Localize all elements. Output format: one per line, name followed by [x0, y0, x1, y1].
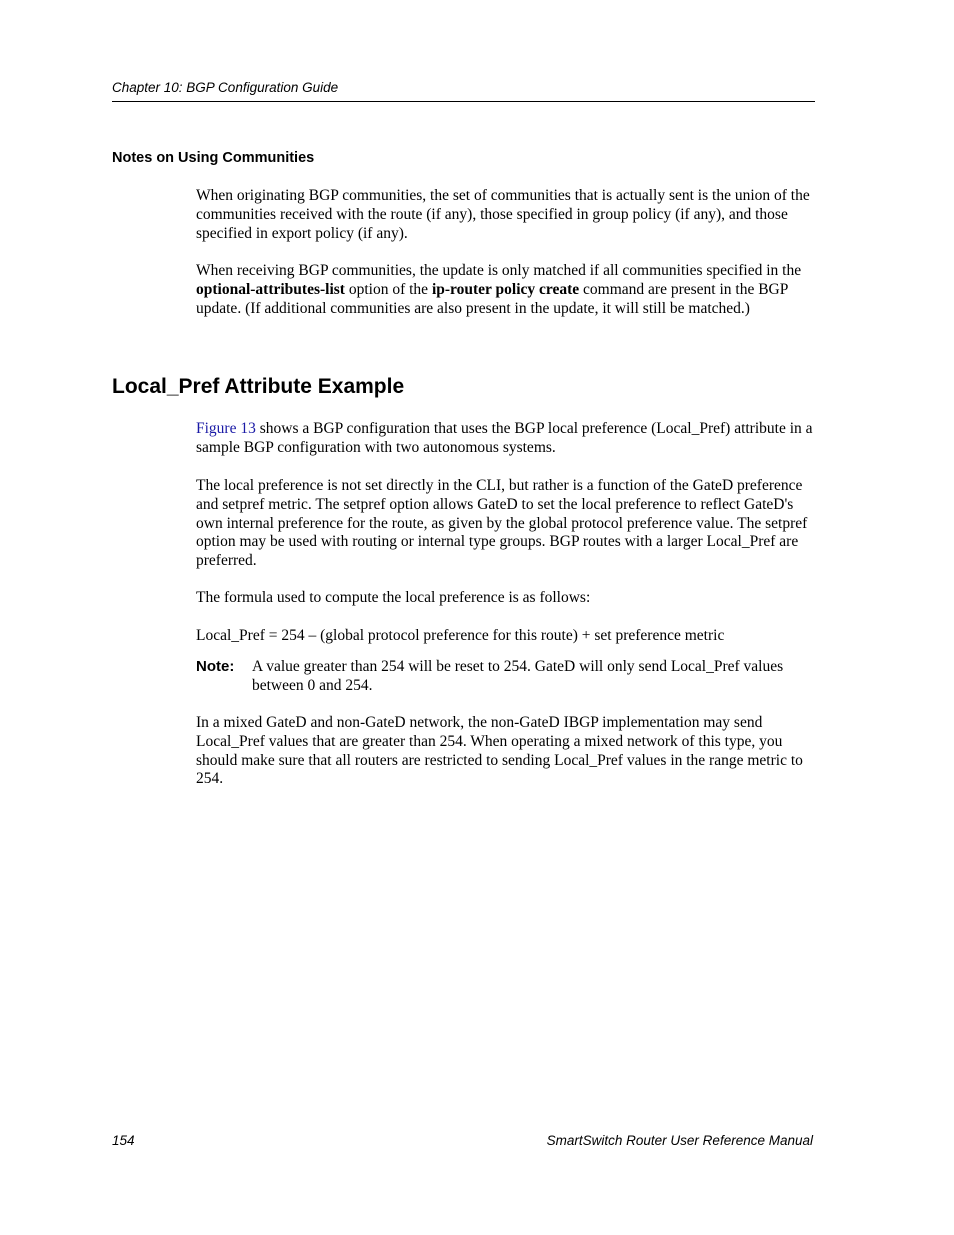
localpref-paragraph-1 — [196, 420, 816, 458]
running-header — [112, 79, 815, 102]
notes-heading: Notes on Using Communities — [112, 150, 315, 166]
text-run: option of the — [344, 280, 432, 298]
notes-paragraph-2 — [196, 262, 816, 318]
figure-link[interactable]: Figure 13 — [196, 420, 256, 437]
note-text: A value greater than 254 will be reset to 254. GateD will only send Local_Pref values between 0 and 254. — [252, 658, 784, 694]
footer-manual-title: SmartSwitch Router User Reference Manual — [546, 1133, 813, 1148]
localpref-paragraph-2: The local preference is not set directly in the CLI, but rather is a function of the GateD preference and setpref metric. The setpref option allows GateD to set the local preference to reflect GateD's own internal preference for the route, as given by the global protocol preference value. The setpref option may be used with routing or internal type groups. BGP routes with a larger Local_Pref are preferred. — [196, 477, 808, 570]
formula-line: Local_Pref = 254 – (global protocol preference for this route) + set preference metric — [196, 627, 725, 644]
localpref-paragraph-3: The formula used to compute the local preference is as follows: — [196, 589, 591, 606]
text-run: command are present in the BGP update. (If additional communities are also present in the update, it will still be matched.) — [196, 280, 788, 317]
page-number: 154 — [112, 1133, 135, 1148]
option-keyword: optional-attributes-list — [196, 280, 345, 298]
command-keyword: ip-router policy create — [431, 280, 580, 298]
text-run: shows a BGP configuration that uses the BGP local preference (Local_Pref) attribute in a sample BGP configuration with two autonomous systems. — [196, 420, 813, 456]
localpref-paragraph-4: In a mixed GateD and non-GateD network, the non-GateD IBGP implementation may send Local_Pref values that are greater than 254. When operating a mixed network of this type, you should make sure that all routers are restricted to sending Local_Pref values in the range metric to 254. — [196, 714, 803, 788]
header-title: Chapter 10: BGP Configuration Guide — [112, 80, 339, 95]
note-label: Note: — [196, 658, 235, 675]
notes-paragraph-1: When originating BGP communities, the set of communities that is actually sent is the union of the communities received with the route (if any), those specified in group policy (if any), and those specified in export policy (if any). — [196, 187, 810, 242]
text-run: When receiving BGP communities, the update is only matched if all communities specified in the — [196, 262, 802, 279]
section-title: Local_Pref Attribute Example — [112, 375, 405, 398]
